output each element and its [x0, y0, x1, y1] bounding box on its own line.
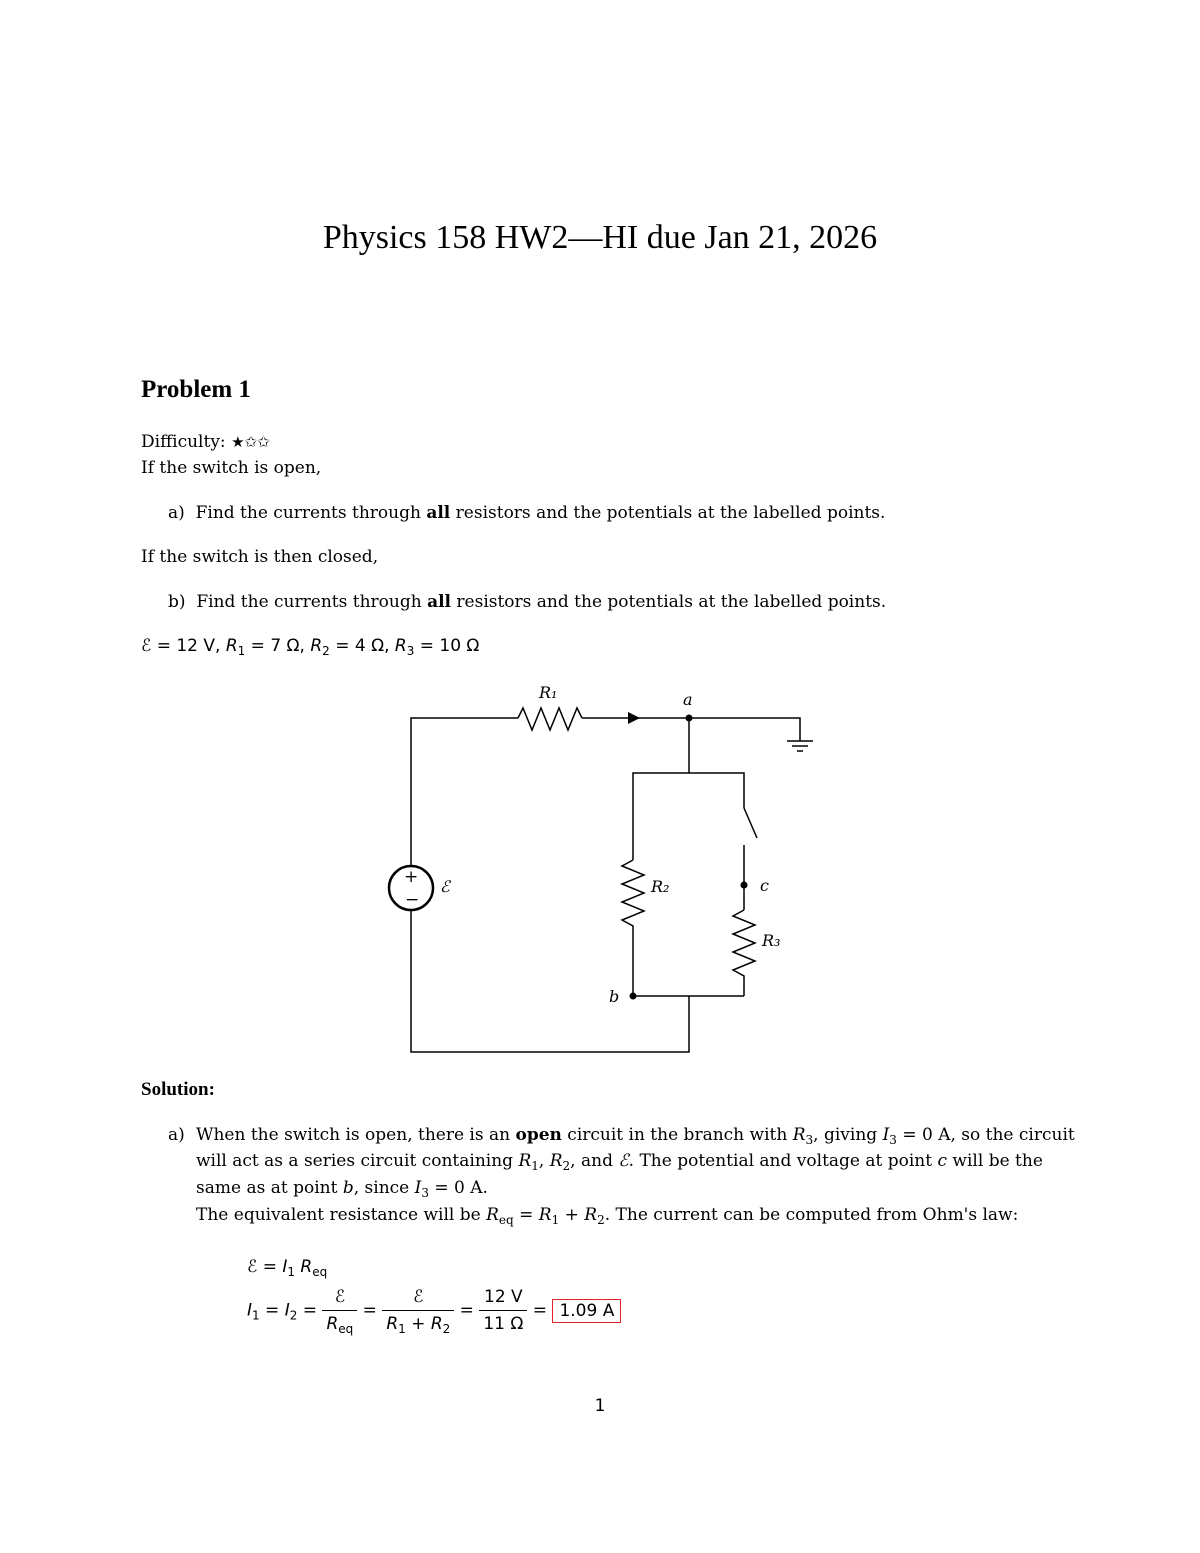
eq1-eq: = [257, 1257, 283, 1277]
label-b: b [609, 987, 620, 1006]
wire-top-right [582, 718, 800, 741]
part-b-post: resistors and the potentials at the labelled points. [451, 592, 887, 612]
frac3-den: 11 Ω [483, 1314, 524, 1334]
part-b-pre: Find the currents through [196, 592, 428, 612]
sol-l1-r3sub: 3 [805, 1133, 814, 1147]
frac1-den: R [326, 1314, 339, 1334]
sol-l2-c: c [937, 1151, 948, 1171]
sol-l1-i3sub: 3 [889, 1133, 897, 1147]
sol-l4-end: . The current can be computed from Ohm's law: [604, 1205, 1019, 1225]
sol-l3-isub: 3 [421, 1186, 429, 1200]
wire-parallel-top [633, 773, 744, 860]
wire-left-top [411, 718, 518, 866]
current-arrow-icon [628, 712, 640, 724]
eq2-eq4: = [454, 1300, 480, 1321]
sol-l4-reqsub: eq [498, 1213, 514, 1227]
frac2-den-bsub: 2 [442, 1322, 451, 1336]
sol-l4-r2sub: 2 [597, 1213, 605, 1227]
node-b [630, 993, 637, 1000]
solution-heading: Solution: [141, 1079, 215, 1100]
sol-l1-pre: When the switch is open, there is an [196, 1125, 516, 1145]
frac3-num: 12 V [479, 1286, 527, 1311]
part-a-post: resistors and the potentials at the labelled points. [450, 503, 886, 523]
solution-line-1 [196, 1124, 1075, 1146]
sol-l3-end: = 0 A. [428, 1178, 488, 1198]
label-emf: ℰ [440, 877, 450, 896]
fraction-1 [322, 1286, 357, 1335]
eq1-isub: 1 [287, 1265, 296, 1279]
given-emf-value: = 12 V, [151, 636, 226, 656]
label-r1: R₁ [539, 683, 558, 702]
resistor-r3 [733, 910, 755, 996]
sol-l1-r3: R [792, 1125, 806, 1145]
given-r1-sub: 1 [237, 644, 246, 658]
eq1-i: I [282, 1257, 288, 1277]
sol-l1-end: = 0 A, so the circuit [896, 1125, 1075, 1145]
label-c: c [760, 876, 769, 895]
eq1-r: R [295, 1257, 313, 1277]
eq2-eq3: = [357, 1300, 383, 1321]
frac2-den-b: R [430, 1314, 443, 1334]
problem-heading: Problem 1 [141, 376, 251, 403]
part-a-marker: a) [168, 503, 185, 523]
eq1-rsub: eq [312, 1265, 328, 1279]
resistor-r2 [622, 860, 644, 996]
sol-l1-mid: circuit in the branch with [561, 1125, 793, 1145]
given-r3-sub: 3 [406, 644, 415, 658]
part-a-bold: all [426, 503, 451, 523]
eq2-i1: I [247, 1300, 253, 1321]
sol-l2-r1: R [518, 1151, 532, 1171]
part-b-marker: b) [168, 592, 186, 612]
sol-l2-r2sub: 2 [562, 1159, 571, 1173]
fraction-2 [382, 1286, 454, 1335]
difficulty-label: Difficulty: [141, 432, 226, 452]
solution-line-3 [196, 1177, 488, 1199]
intro-open: If the switch is open, [141, 458, 322, 478]
sol-l4-r2: R [584, 1205, 598, 1225]
sol-l1-bold: open [515, 1125, 562, 1145]
sol-l4-r1sub: 1 [551, 1213, 560, 1227]
sol-l4-pre: The equivalent resistance will be [196, 1205, 487, 1225]
eq2-i2: I [284, 1300, 290, 1321]
sol-l4-r1: R [538, 1205, 552, 1225]
sol-l3-mid: , since [353, 1178, 415, 1198]
label-r3: R₃ [762, 931, 781, 950]
sol-l4-plus: + [559, 1205, 585, 1225]
sol-l4-req: R [486, 1205, 499, 1225]
part-b-bold: all [427, 592, 451, 612]
frac1-densub: eq [338, 1322, 354, 1336]
sol-l2-and: , and [570, 1151, 619, 1171]
emf-minus: − [405, 890, 420, 910]
sol-l4-eq: = [513, 1205, 539, 1225]
part-a-pre: Find the currents through [195, 503, 427, 523]
given-r2-value: = 4 Ω, [329, 636, 395, 656]
given-r3-value: = 10 Ω [414, 636, 480, 656]
eq2-eq5: = [527, 1300, 553, 1321]
switch-blade [744, 808, 757, 838]
label-r2: R₂ [651, 877, 670, 896]
node-c [741, 882, 748, 889]
page-number: 1 [594, 1396, 606, 1416]
given-r1-value: = 7 Ω, [245, 636, 311, 656]
given-r1-symbol: R [225, 636, 238, 656]
sol-l3-i: I [414, 1178, 422, 1198]
fraction-3 [479, 1286, 527, 1335]
wire-bottom-return [411, 910, 689, 1052]
frac2-num: ℰ [382, 1286, 454, 1311]
solution-a-marker: a) [168, 1125, 185, 1145]
sol-l1-post: , giving [813, 1125, 883, 1145]
emf-plus: + [404, 867, 419, 887]
answer-box: 1.09 A [552, 1299, 621, 1323]
frac2-den-asub: 1 [398, 1322, 406, 1336]
sol-l2-emf: ℰ [618, 1151, 629, 1171]
eq2-eq2: = [297, 1300, 323, 1321]
equation-2 [247, 1286, 621, 1335]
sol-l1-i3: I [882, 1125, 890, 1145]
given-emf-symbol: ℰ [141, 636, 152, 656]
sol-l3-pre: same as at point [196, 1178, 343, 1198]
resistor-r1 [518, 708, 582, 730]
sol-l2-sep: , [538, 1151, 550, 1171]
given-r2-sub: 2 [322, 644, 330, 658]
difficulty-stars: ★✩✩ [231, 433, 270, 451]
sol-l3-b: b [342, 1178, 354, 1198]
sol-l2-pre: will act as a series circuit containing [196, 1151, 519, 1171]
sol-l2-post: . The potential and voltage at point [628, 1151, 938, 1171]
sol-l2-r2: R [549, 1151, 563, 1171]
frac2-den-a: R [386, 1314, 399, 1334]
equation-1 [247, 1256, 327, 1278]
eq2-eq1: = [259, 1300, 285, 1321]
eq2-i2sub: 2 [289, 1308, 298, 1323]
label-a: a [683, 690, 693, 709]
solution-line-4 [196, 1204, 1018, 1226]
eq1-emf: ℰ [247, 1257, 258, 1277]
given-r3-symbol: R [394, 636, 407, 656]
node-a [686, 715, 693, 722]
frac1-num: ℰ [322, 1286, 357, 1311]
intro-closed: If the switch is then closed, [141, 547, 379, 567]
page-title: Physics 158 HW2—HI due Jan 21, 2026 [322, 219, 878, 256]
given-r2-symbol: R [310, 636, 323, 656]
sol-l2-end: will be the [947, 1151, 1043, 1171]
sol-l2-r1sub: 1 [531, 1159, 539, 1173]
eq2-i1sub: 1 [252, 1308, 260, 1323]
frac2-den-plus: + [405, 1314, 431, 1334]
solution-line-2 [196, 1150, 1043, 1172]
